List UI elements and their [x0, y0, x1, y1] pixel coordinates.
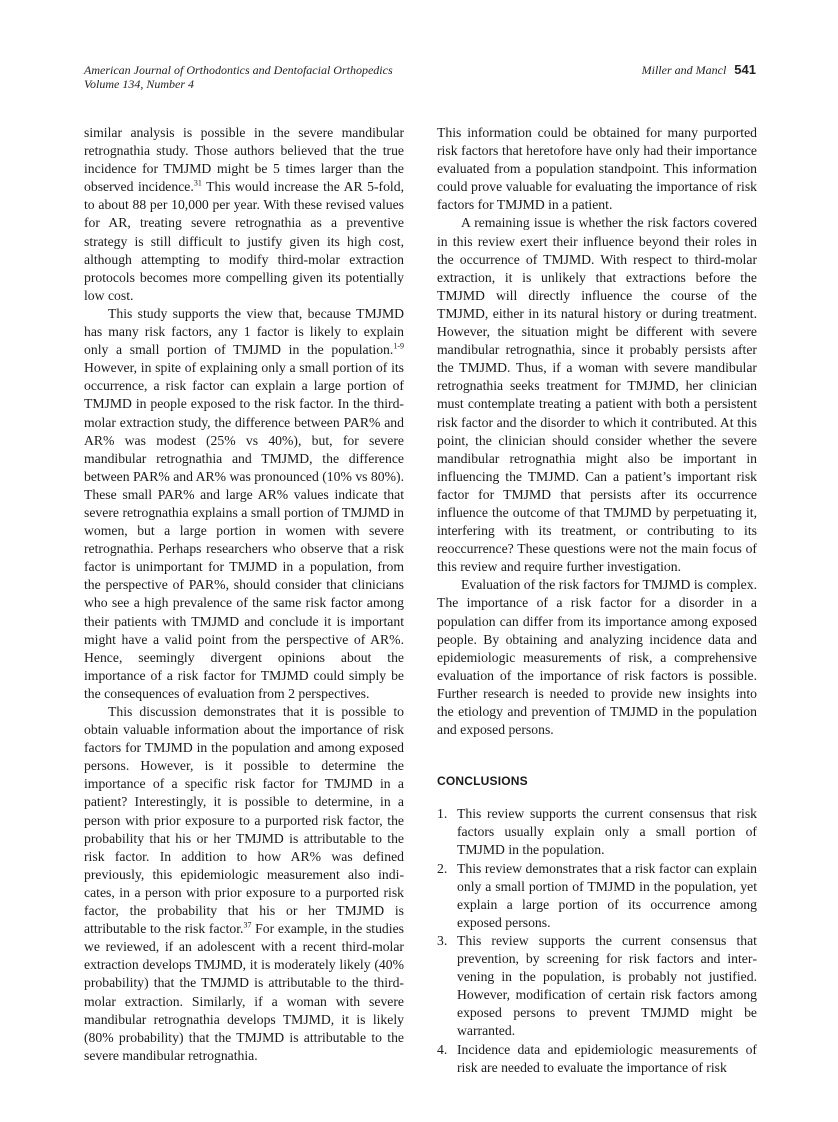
conclusion-item: [437, 805, 757, 859]
paragraph: A remaining issue is whether the risk factors covered in this review exert their influence beyond their roles in the occurrence of TMJMD. With respect to third-molar extraction, it is unlikely that extractions before the TMJMD will directly influence the course of the TMJMD, either in its natural history or during treatment. However, the situation might be different with severe mandibular retrognathia, since it probably persists after the TMJMD. Thus, if a woman with severe mandibular retrognathia seeks treatment for TMJMD, her clinician must contemplate treating a patient with both a persistent risk factor and the disorder to which it contributed. At this point, the clinician should consider whether the severe mandibular retrognathia might also be important in influencing the TMJMD. Can a patient’s important risk factor for TMJMD that persists after its occurrence influence the outcome of that TMJMD by perpetuating it, interfering with its treatment, or contributing to its reoccurrence? These questions were not the main focus of this review and require further investigation.: [437, 215, 757, 575]
item-number: 2.: [437, 860, 448, 876]
item-number: 1.: [437, 806, 448, 822]
journal-info: [84, 63, 393, 91]
paragraph: Evaluation of the risk factors for TMJMD is complex. The importance of a risk factor for a disorder in a population can differ from its importance among exposed people. By obtaining and analyzing incidence data and epidemiologic measurements of risk, a comprehensive evaluation of the importance of risk factors is possible. Further research is needed to provide new insights into the etiology and prevention of TMJMD in the population and exposed persons.: [437, 577, 757, 738]
conclusions-list: [437, 805, 757, 1076]
paragraph: similar analysis is possible in the severe mandibular retrognathia study. Those authors believed that the true incidence for TMJMD might be 5 times larger than the observed incidence.$^{31}$ This would increase the AR 5-fold, to about 88 per 10,000 per year. With these revised values for AR, treating severe retrognathia as a preventive strategy is still difficult to justify given its high cost, although attempting to modify third-molar extraction protocols becomes more compelling given its potentially low cost.: [84, 125, 404, 303]
paragraph: This discussion demonstrates that it is possible to obtain valuable information about the importance of risk factors for TMJMD in the population and among exposed persons. However, is it possible to determine the importance of a specific risk factor for TMJMD in a patient? Interestingly, it is possible to determine, in a person with prior exposure to a purported risk factor, the probability that his or her TMJMD is attributable to the risk factor. In addition to how AR% was defined previously, this epidemiologic measurement also indicates, in a person with prior exposure to a purported risk factor, the probability that his or her TMJMD is attributable to the risk factor.$^{37}$ For example, in the studies we reviewed, if an adolescent with a recent third-molar extraction develops TMJMD, it is moderately likely (40% probability) that the TMJMD is attributable to the third-molar extraction. Similarly, if a woman with severe mandibular retrognathia develops TMJMD, it is likely (80% probability) that the TMJMD is attributable to the severe mandibular retrognathia.: [84, 704, 404, 1063]
item-text: Incidence data and epidemiologic measurements of risk are needed to evaluate the importance of risk: [457, 1041, 757, 1075]
citation-superscript: 31: [193, 178, 202, 188]
citation-superscript: 1-9: [393, 341, 404, 351]
conclusion-item: [437, 860, 757, 932]
conclusion-item: [437, 1041, 757, 1077]
author-page-info: [642, 63, 756, 77]
running-authors: Miller and Mancl: [641, 63, 727, 77]
item-text: This review demonstrates that a risk factor can explain only a small portion of TMJMD in the population, yet explain a large portion of its occurrence among exposed persons.: [457, 860, 757, 930]
journal-title: American Journal of Orthodontics and Dentofacial Orthopedics: [84, 63, 393, 77]
paragraph: This study supports the view that, because TMJMD has many risk factors, any 1 factor is likely to explain only a small portion of TMJMD in the population.$^{1-9}$ However, in spite of explaining only a small portion of its occurrence, a risk factor can explain a large portion of TMJMD in people exposed to the risk factor. In the third-molar extraction study, the difference between PAR% and AR% was modest (25% vs 40%), but, for severe mandibular retrognathia and TMJMD, the difference between PAR% and AR% was pronounced (10% vs 80%). These small PAR% and large AR% values indicate that severe retrognathia explains a small portion of TMJMD in women, but a large portion in women with severe retrognathia. Perhaps researchers who observe that a risk factor is unimportant for TMJMD in a population, from the perspective of PAR%, should consider that clinicians who see a high prevalence of the same risk factor among their patients with TMJMD and conclude it is important might have a valid point from the perspective of AR%. Hence, seemingly divergent opinions about the importance of a risk factor for TMJMD could simply be the consequences of evaluation from 2 perspectives.: [84, 305, 404, 701]
journal-volume: Volume 134, Number 4: [84, 77, 194, 91]
item-number: 4.: [437, 1041, 448, 1057]
section-heading-conclusions: CONCLUSIONS: [437, 774, 528, 789]
page-number: 541: [734, 62, 756, 77]
item-text: This review supports the current consensus that risk factors usually explain only a small portion of TMJMD in the population.: [457, 806, 757, 858]
left-column: [84, 124, 404, 1065]
conclusion-item: [437, 932, 757, 1041]
citation-superscript: 37: [243, 920, 252, 930]
right-column: [437, 124, 757, 1077]
paragraph: This information could be obtained for many purported risk factors that heretofore have only had their importance evaluated from a population standpoint. This information could prove valuable for evaluating the importance of risk factors for TMJMD in a patient.: [437, 125, 757, 213]
item-text: This review supports the current consensus that prevention, by screening for risk factors and intervening in the population, is probably not justified. However, modification of certain risk factors among exposed persons to prevent TMJMD might be warranted.: [457, 932, 757, 1039]
item-number: 3.: [437, 932, 448, 948]
